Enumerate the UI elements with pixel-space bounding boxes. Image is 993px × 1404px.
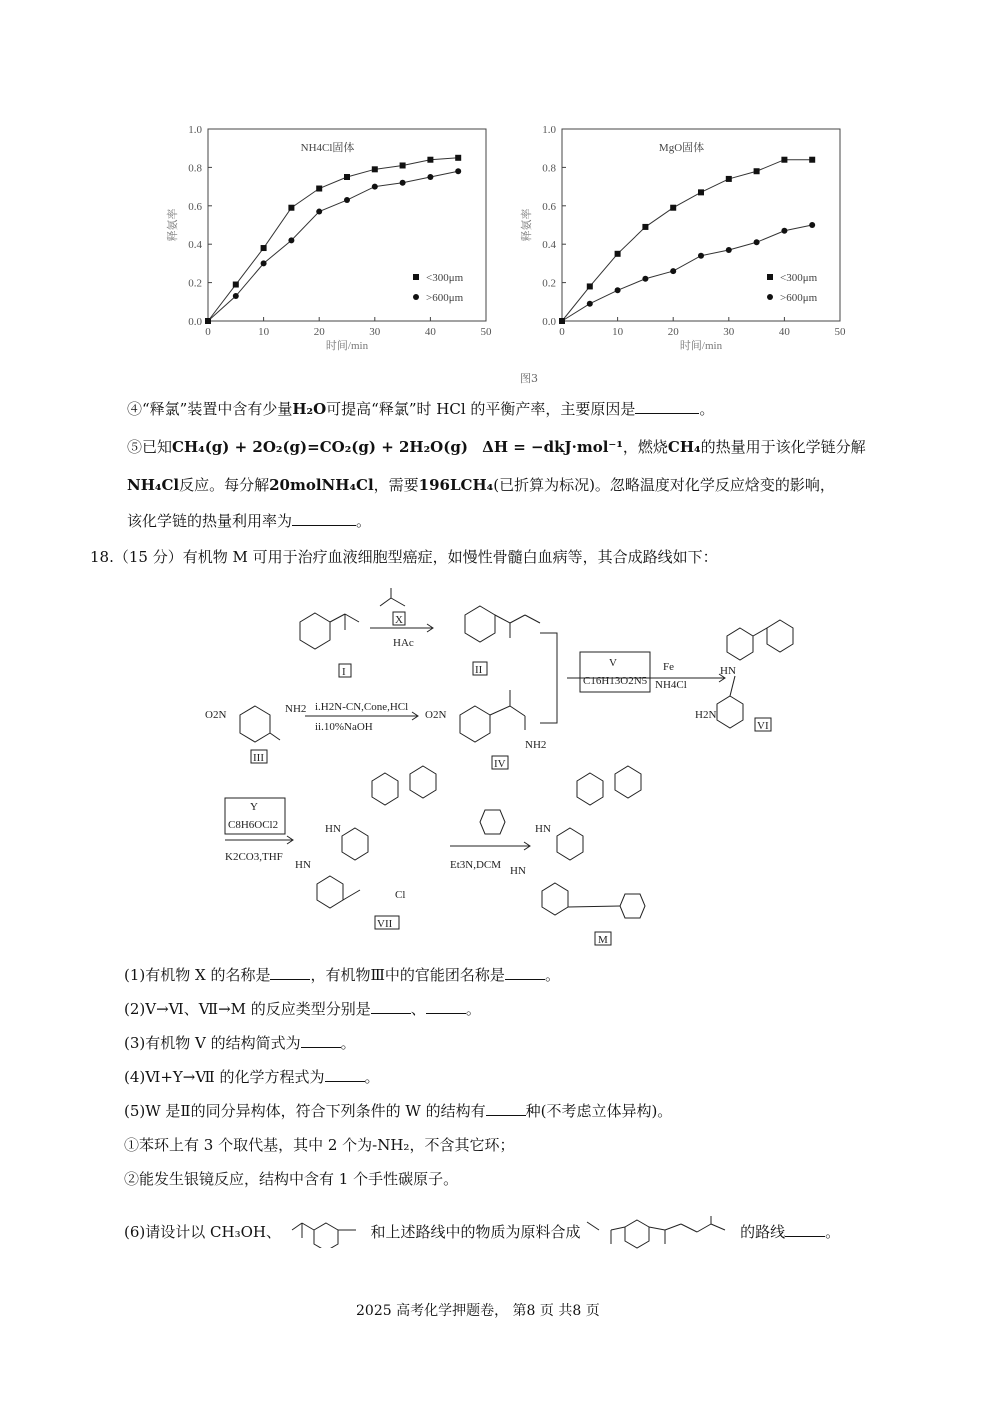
q18-part4: (4)Ⅵ+Y→Ⅶ 的化学方程式为 。 bbox=[124, 1068, 380, 1086]
answer-blank[interactable] bbox=[486, 1101, 526, 1116]
left-chart-legend-marker bbox=[413, 294, 419, 300]
left-chart-x-tick-label: 40 bbox=[424, 326, 436, 338]
svg-text:HN: HN bbox=[295, 859, 311, 871]
right-chart-data-point bbox=[642, 276, 648, 282]
figure-3 bbox=[160, 115, 870, 385]
svg-text:V: V bbox=[609, 657, 617, 669]
svg-text:II: II bbox=[475, 664, 483, 676]
svg-text:Cl: Cl bbox=[395, 889, 406, 901]
right-chart-series-line bbox=[562, 160, 812, 321]
svg-text:HN: HN bbox=[510, 865, 526, 877]
svg-text:M: M bbox=[598, 934, 608, 946]
right-chart-y-tick-label: 0.4 bbox=[542, 239, 556, 252]
left-chart-data-point bbox=[288, 237, 294, 243]
left-chart-data-point bbox=[344, 197, 350, 203]
right-chart-y-tick-label: 1.0 bbox=[542, 124, 556, 136]
svg-text:NH2: NH2 bbox=[285, 703, 307, 715]
svg-text:ii.10%NaOH: ii.10%NaOH bbox=[315, 721, 373, 733]
right-chart-data-point bbox=[781, 157, 787, 163]
q17-item5-line3: 该化学链的热量利用率为 。 bbox=[127, 512, 372, 530]
right-chart-data-point bbox=[698, 253, 704, 259]
compound-labels bbox=[205, 612, 771, 946]
left-chart-y-tick-label: 1.0 bbox=[188, 124, 202, 136]
left-chart-chart-title: NH4Cl固体 bbox=[300, 142, 355, 154]
right-chart-data-point bbox=[809, 222, 815, 228]
svg-text:H2N: H2N bbox=[695, 709, 717, 721]
svg-text:O2N: O2N bbox=[425, 709, 447, 721]
right-chart-data-point bbox=[587, 283, 593, 289]
left-chart-data-point bbox=[427, 174, 433, 180]
right-chart-x-tick-label: 20 bbox=[667, 326, 679, 338]
svg-text:HN: HN bbox=[325, 823, 341, 835]
right-chart-data-point bbox=[809, 157, 815, 163]
q18-part6: (6)请设计以 CH₃OH、 和上述路线中的物质为原料合成 的路线 。 bbox=[124, 1216, 840, 1250]
answer-blank[interactable] bbox=[270, 965, 310, 980]
svg-text:NH4Cl: NH4Cl bbox=[655, 679, 687, 691]
right-chart-data-point bbox=[670, 268, 676, 274]
right-chart-legend-marker bbox=[767, 294, 773, 300]
svg-text:K2CO3,THF: K2CO3,THF bbox=[225, 851, 283, 863]
left-chart-y-tick-label: 0.6 bbox=[188, 200, 202, 213]
left-chart-y-tick-label: 0.8 bbox=[188, 162, 202, 175]
right-chart-x-axis-label: 时间/min bbox=[679, 340, 723, 352]
answer-blank[interactable] bbox=[301, 1033, 341, 1048]
right-chart-data-point bbox=[698, 189, 704, 195]
right-chart-data-point bbox=[726, 176, 732, 182]
compound-I-structure bbox=[300, 613, 359, 649]
svg-text:O2N: O2N bbox=[205, 709, 227, 721]
left-chart-x-tick-label: 10 bbox=[258, 326, 270, 338]
right-chart-data-point bbox=[642, 224, 648, 230]
left-chart-data-point bbox=[427, 157, 433, 163]
right-chart-data-point bbox=[726, 247, 732, 253]
right-chart-legend-label: <300μm bbox=[780, 272, 818, 284]
q18-condition2: ②能发生银镜反应，结构中含有 1 个手性碳原子。 bbox=[124, 1170, 459, 1188]
left-chart-data-point bbox=[344, 174, 350, 180]
svg-text:HN: HN bbox=[535, 823, 551, 835]
right-chart-x-tick-label: 50 bbox=[834, 326, 846, 338]
left-chart-data-point bbox=[261, 245, 267, 251]
left-chart-x-tick-label: 30 bbox=[369, 326, 381, 338]
answer-blank[interactable] bbox=[426, 999, 466, 1014]
q18-part3: (3)有机物 V 的结构简式为 。 bbox=[124, 1034, 356, 1052]
right-chart-data-point bbox=[559, 318, 565, 324]
q17-item4: ④“释氯”装置中含有少量H₂O可提高“释氯”时 HCl 的平衡产率，主要原因是 。 bbox=[127, 400, 715, 418]
right-chart-x-tick-label: 40 bbox=[778, 326, 790, 338]
left-chart-y-tick-label: 0.4 bbox=[188, 239, 202, 252]
q17-item5-line2: NH₄Cl反应。每分解20molNH₄Cl，需要196LCH₄(已折算为标况)。忽略温度对化学反应焓变的影响， bbox=[127, 476, 835, 494]
answer-blank[interactable] bbox=[785, 1222, 825, 1237]
svg-text:C16H13O2N5: C16H13O2N5 bbox=[583, 675, 648, 687]
right-chart-data-point bbox=[615, 251, 621, 257]
right-chart-y-tick-label: 0.8 bbox=[542, 162, 556, 175]
svg-text:HN: HN bbox=[720, 665, 736, 677]
q17-item5-line1: ⑤已知CH₄(g) + 2O₂(g)=CO₂(g) + 2H₂O(g) ΔH = −dkJ·mol⁻¹，燃烧CH₄的热量用于该化学链分解 bbox=[127, 438, 866, 456]
right-chart-y-axis-label: 释氨率 bbox=[521, 208, 533, 242]
left-chart-data-point bbox=[233, 282, 239, 288]
left-chart-x-tick-label: 0 bbox=[205, 326, 211, 338]
left-chart-data-point bbox=[316, 209, 322, 215]
right-chart-x-tick-label: 10 bbox=[612, 326, 624, 338]
left-chart-y-tick-label: 0.0 bbox=[188, 316, 202, 328]
left-chart-data-point bbox=[261, 260, 267, 266]
left-chart-data-point bbox=[400, 162, 406, 168]
left-chart-data-point bbox=[455, 155, 461, 161]
left-chart-y-tick-label: 0.2 bbox=[188, 277, 202, 290]
q18-condition1: ①苯环上有 3 个取代基，其中 2 个为-NH₂，不含其它环； bbox=[124, 1136, 515, 1154]
left-chart-data-point bbox=[316, 186, 322, 192]
q18-stem: 18.（15 分）有机物 M 可用于治疗血液细胞型癌症，如慢性骨髓白血病等，其合成路线如下： bbox=[90, 548, 718, 566]
right-chart-chart-title: MgO固体 bbox=[658, 142, 705, 154]
svg-text:Et3N,DCM: Et3N,DCM bbox=[450, 859, 502, 871]
svg-text:VII: VII bbox=[377, 918, 393, 930]
svg-text:I: I bbox=[342, 666, 346, 678]
q18-part2: (2)V→Ⅵ、Ⅶ→M 的反应类型分别是 、 。 bbox=[124, 1000, 481, 1018]
chart-area bbox=[160, 115, 870, 385]
left-chart-x-tick-label: 50 bbox=[480, 326, 492, 338]
answer-blank[interactable] bbox=[505, 965, 545, 980]
svg-text:VI: VI bbox=[757, 720, 769, 732]
left-chart-data-point bbox=[372, 166, 378, 172]
right-chart-data-point bbox=[781, 228, 787, 234]
svg-text:Fe: Fe bbox=[663, 661, 674, 673]
figure-caption: 图3 bbox=[520, 372, 538, 385]
svg-text:III: III bbox=[253, 752, 264, 764]
right-chart-y-tick-label: 0.2 bbox=[542, 277, 556, 290]
right-chart-legend-marker bbox=[767, 274, 773, 280]
q18-part5: (5)W 是Ⅱ的同分异构体，符合下列条件的 W 的结构有 种(不考虑立体异构)。 bbox=[124, 1102, 673, 1120]
right-chart-data-point bbox=[670, 205, 676, 211]
right-chart-x-tick-label: 0 bbox=[559, 326, 565, 338]
left-chart-legend-label: >600μm bbox=[426, 292, 464, 304]
right-chart-y-tick-label: 0.0 bbox=[542, 316, 556, 328]
svg-text:NH2: NH2 bbox=[525, 739, 547, 751]
left-chart-series-line bbox=[208, 158, 458, 321]
svg-text:IV: IV bbox=[494, 758, 506, 770]
right-chart-x-tick-label: 30 bbox=[723, 326, 735, 338]
left-chart-data-point bbox=[372, 184, 378, 190]
left-chart-series-line bbox=[208, 171, 458, 321]
answer-blank[interactable] bbox=[371, 999, 411, 1014]
left-chart-x-tick-label: 20 bbox=[313, 326, 325, 338]
acetophenone-structure bbox=[286, 1218, 366, 1248]
target-product-structure bbox=[585, 1216, 735, 1250]
svg-text:Y: Y bbox=[250, 801, 258, 813]
right-chart-data-point bbox=[754, 239, 760, 245]
left-chart-data-point bbox=[288, 205, 294, 211]
svg-text:i.H2N-CN,Cone,HCl: i.H2N-CN,Cone,HCl bbox=[315, 701, 409, 713]
left-chart-data-point bbox=[233, 293, 239, 299]
answer-blank[interactable] bbox=[292, 511, 356, 526]
left-chart-legend-label: <300μm bbox=[426, 272, 464, 284]
answer-blank[interactable] bbox=[325, 1067, 365, 1082]
left-chart-y-axis-label: 释氨率 bbox=[167, 208, 179, 242]
svg-text:HAc: HAc bbox=[393, 637, 414, 649]
left-chart-data-point bbox=[205, 318, 211, 324]
right-chart-data-point bbox=[754, 168, 760, 174]
right-chart-series-line bbox=[562, 225, 812, 321]
left-chart-x-axis-label: 时间/min bbox=[325, 340, 369, 352]
left-chart-data-point bbox=[400, 180, 406, 186]
right-chart-data-point bbox=[587, 301, 593, 307]
page-footer: 2025 高考化学押题卷， 第8 页 共8 页 bbox=[356, 1303, 600, 1319]
right-chart-legend-label: >600μm bbox=[780, 292, 818, 304]
svg-text:C8H6OCl2: C8H6OCl2 bbox=[228, 819, 279, 831]
left-chart-legend-marker bbox=[413, 274, 419, 280]
synthesis-route bbox=[195, 578, 915, 958]
q18-part1: (1)有机物 X 的名称是 ，有机物Ⅲ中的官能团名称是 。 bbox=[124, 966, 560, 984]
svg-text:X: X bbox=[395, 614, 403, 626]
left-chart-data-point bbox=[455, 168, 461, 174]
right-chart-y-tick-label: 0.6 bbox=[542, 200, 556, 213]
answer-blank[interactable] bbox=[635, 399, 699, 414]
right-chart-data-point bbox=[615, 287, 621, 293]
